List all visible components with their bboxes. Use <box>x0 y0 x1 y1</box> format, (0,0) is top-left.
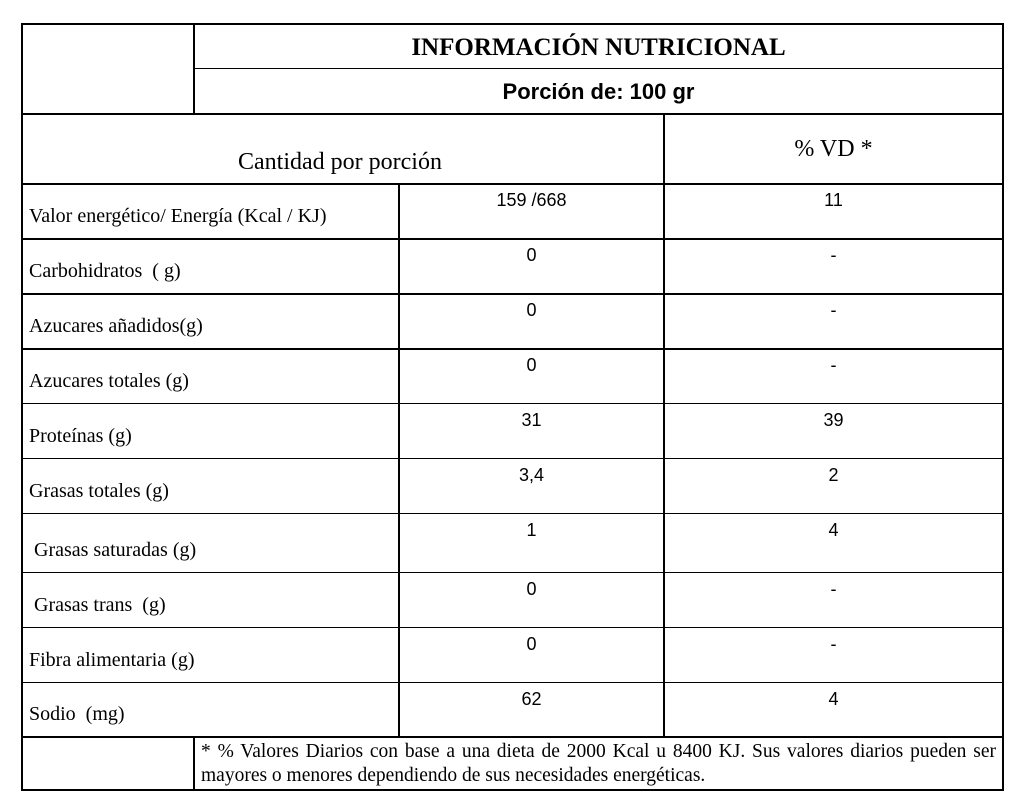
row-label-grasas-saturadas: Grasas saturadas (g) <box>29 539 197 561</box>
row-value-grasas-saturadas: 1 <box>526 520 537 540</box>
row-divider <box>21 403 1004 404</box>
row-value-azucares-anadidos: 0 <box>526 300 537 320</box>
row-value-azucares-totales: 0 <box>526 355 537 375</box>
column-header-bottom-divider <box>21 183 1004 185</box>
row-vd-grasas-saturadas: 4 <box>828 520 839 540</box>
daily-value-column-header: % VD * <box>794 136 873 162</box>
row-value-grasas-trans: 0 <box>526 579 537 599</box>
row-vd-grasas-trans: - <box>830 579 837 599</box>
row-label-proteinas: Proteínas (g) <box>29 425 132 447</box>
row-vd-azucares-totales: - <box>830 355 837 375</box>
row-label-grasas-trans: Grasas trans (g) <box>29 594 166 616</box>
row-value-proteinas: 31 <box>521 410 542 430</box>
row-divider <box>21 572 1004 573</box>
row-divider <box>21 293 1004 295</box>
row-vd-carbohidratos: - <box>830 245 837 265</box>
row-vd-proteinas: 39 <box>823 410 844 430</box>
row-vd-sodio: 4 <box>828 689 839 709</box>
row-value-fibra: 0 <box>526 634 537 654</box>
amount-column-header: Cantidad por porción <box>238 149 442 175</box>
row-divider <box>21 458 1004 459</box>
footnote-top-divider <box>21 736 1004 738</box>
row-value-energia: 159 /668 <box>496 190 567 210</box>
header-bottom-divider <box>21 113 1004 115</box>
row-value-carbohidratos: 0 <box>526 245 537 265</box>
row-label-carbohidratos: Carbohidratos ( g) <box>29 260 181 282</box>
row-label-grasas-totales: Grasas totales (g) <box>29 480 169 502</box>
row-label-fibra: Fibra alimentaria (g) <box>29 649 195 671</box>
table-title: INFORMACIÓN NUTRICIONAL <box>411 34 786 61</box>
row-label-azucares-totales: Azucares totales (g) <box>29 370 189 392</box>
row-vd-grasas-totales: 2 <box>828 465 839 485</box>
row-divider <box>21 627 1004 628</box>
row-value-sodio: 62 <box>521 689 542 709</box>
row-divider <box>21 348 1004 350</box>
row-vd-energia: 11 <box>824 190 843 210</box>
title-divider <box>193 68 1004 69</box>
row-value-grasas-totales: 3,4 <box>518 465 545 485</box>
footnote-text: * % Valores Diarios con base a una dieta de 2000 Kcal u 8400 KJ. Sus valores diarios pueden ser mayores o menores dependiendo de sus necesidades energéticas. <box>201 741 996 786</box>
row-vd-azucares-anadidos: - <box>830 300 837 320</box>
row-label-sodio: Sodio (mg) <box>29 703 125 725</box>
row-divider <box>21 238 1004 240</box>
portion-size: Porción de: 100 gr <box>502 79 695 104</box>
row-divider <box>21 682 1004 683</box>
footnote-left-divider <box>193 736 195 791</box>
row-divider <box>21 513 1004 514</box>
row-vd-fibra: - <box>830 634 837 654</box>
row-label-azucares-anadidos: Azucares añadidos(g) <box>29 315 203 337</box>
row-label-energia: Valor energético/ Energía (Kcal / KJ) <box>29 205 327 227</box>
